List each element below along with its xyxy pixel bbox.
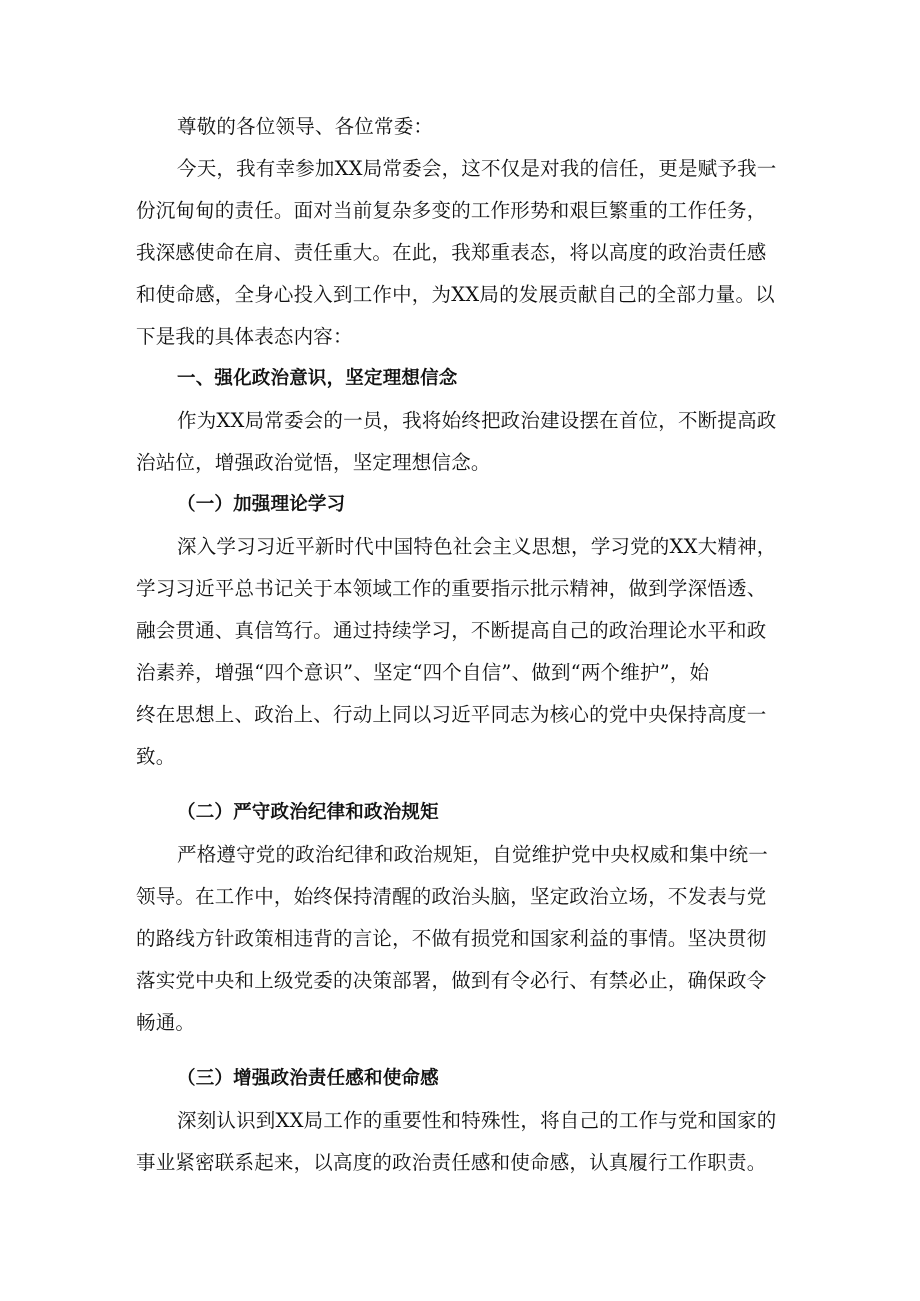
paragraph-line: 严格遵守党的政治纪律和政治规矩，自觉维护党中央权威和集中统一 bbox=[177, 843, 769, 866]
paragraph-line: 领导。在工作中，始终保持清醒的政治头脑，坚定政治立场，不发表与党 bbox=[136, 885, 767, 908]
paragraph-line: 学习习近平总书记关于本领域工作的重要指示批示精神，做到学深悟透、 bbox=[136, 577, 767, 600]
paragraph-line: 深入学习习近平新时代中国特色社会主义思想，学习党的XX大精神， bbox=[177, 535, 777, 558]
intro-line: 下是我的具体表态内容： bbox=[136, 325, 353, 348]
paragraph-line: 事业紧密联系起来，以高度的政治责任感和使命感，认真履行工作职责。 bbox=[136, 1151, 767, 1174]
section1-paragraph bbox=[136, 400, 790, 484]
paragraph-line: 融会贯通、真信笃行。通过持续学习，不断提高自己的政治理论水平和政 bbox=[136, 619, 767, 642]
section1-line: 作为XX局常委会的一员，我将始终把政治建设摆在首位，不断提高政 bbox=[177, 409, 777, 432]
subsection2-paragraph bbox=[136, 834, 790, 1044]
intro-line: 份沉甸甸的责任。面对当前复杂多变的工作形势和艰巨繁重的工作任务， bbox=[136, 199, 767, 222]
paragraph-line: 的路线方针政策相违背的言论，不做有损党和国家利益的事情。坚决贯彻 bbox=[136, 927, 767, 950]
intro-line: 今天，我有幸参加XX局常委会，这不仅是对我的信任，更是赋予我一 bbox=[177, 157, 777, 180]
paragraph-line: 致。 bbox=[136, 745, 176, 768]
subsection1-paragraph bbox=[136, 526, 790, 778]
intro-line: 和使命感，全身心投入到工作中，为XX局的发展贡献自己的全部力量。以 bbox=[136, 283, 775, 306]
subsection3-heading: （三）增强政治责任感和使命感 bbox=[177, 1068, 439, 1089]
intro-line: 我深感使命在肩、责任重大。在此，我郑重表态，将以高度的政治责任感 bbox=[136, 241, 767, 264]
section1-heading: 一、强化政治意识，坚定理想信念 bbox=[177, 368, 458, 389]
paragraph-line: 畅通。 bbox=[136, 1011, 196, 1034]
subsection1-heading: （一）加强理论学习 bbox=[177, 494, 346, 515]
section1-line: 治站位，增强政治觉悟，坚定理想信念。 bbox=[136, 451, 491, 474]
paragraph-line: 落实党中央和上级党委的决策部署，做到有令必行、有禁必止，确保政令 bbox=[136, 969, 767, 992]
salutation: 尊敬的各位领导、各位常委： bbox=[177, 115, 434, 138]
intro-paragraph bbox=[136, 148, 790, 358]
subsection2-heading: （二）严守政治纪律和政治规矩 bbox=[177, 802, 439, 823]
subsection3-paragraph bbox=[136, 1100, 790, 1184]
paragraph-line: 终在思想上、政治上、行动上同以习近平同志为核心的党中央保持高度一 bbox=[136, 703, 767, 726]
paragraph-line: 治素养，增强“四个意识”、坚定“四个自信”、做到“两个维护”，始 bbox=[136, 661, 710, 684]
paragraph-line: 深刻认识到XX局工作的重要性和特殊性，将自己的工作与党和国家的 bbox=[177, 1109, 777, 1132]
